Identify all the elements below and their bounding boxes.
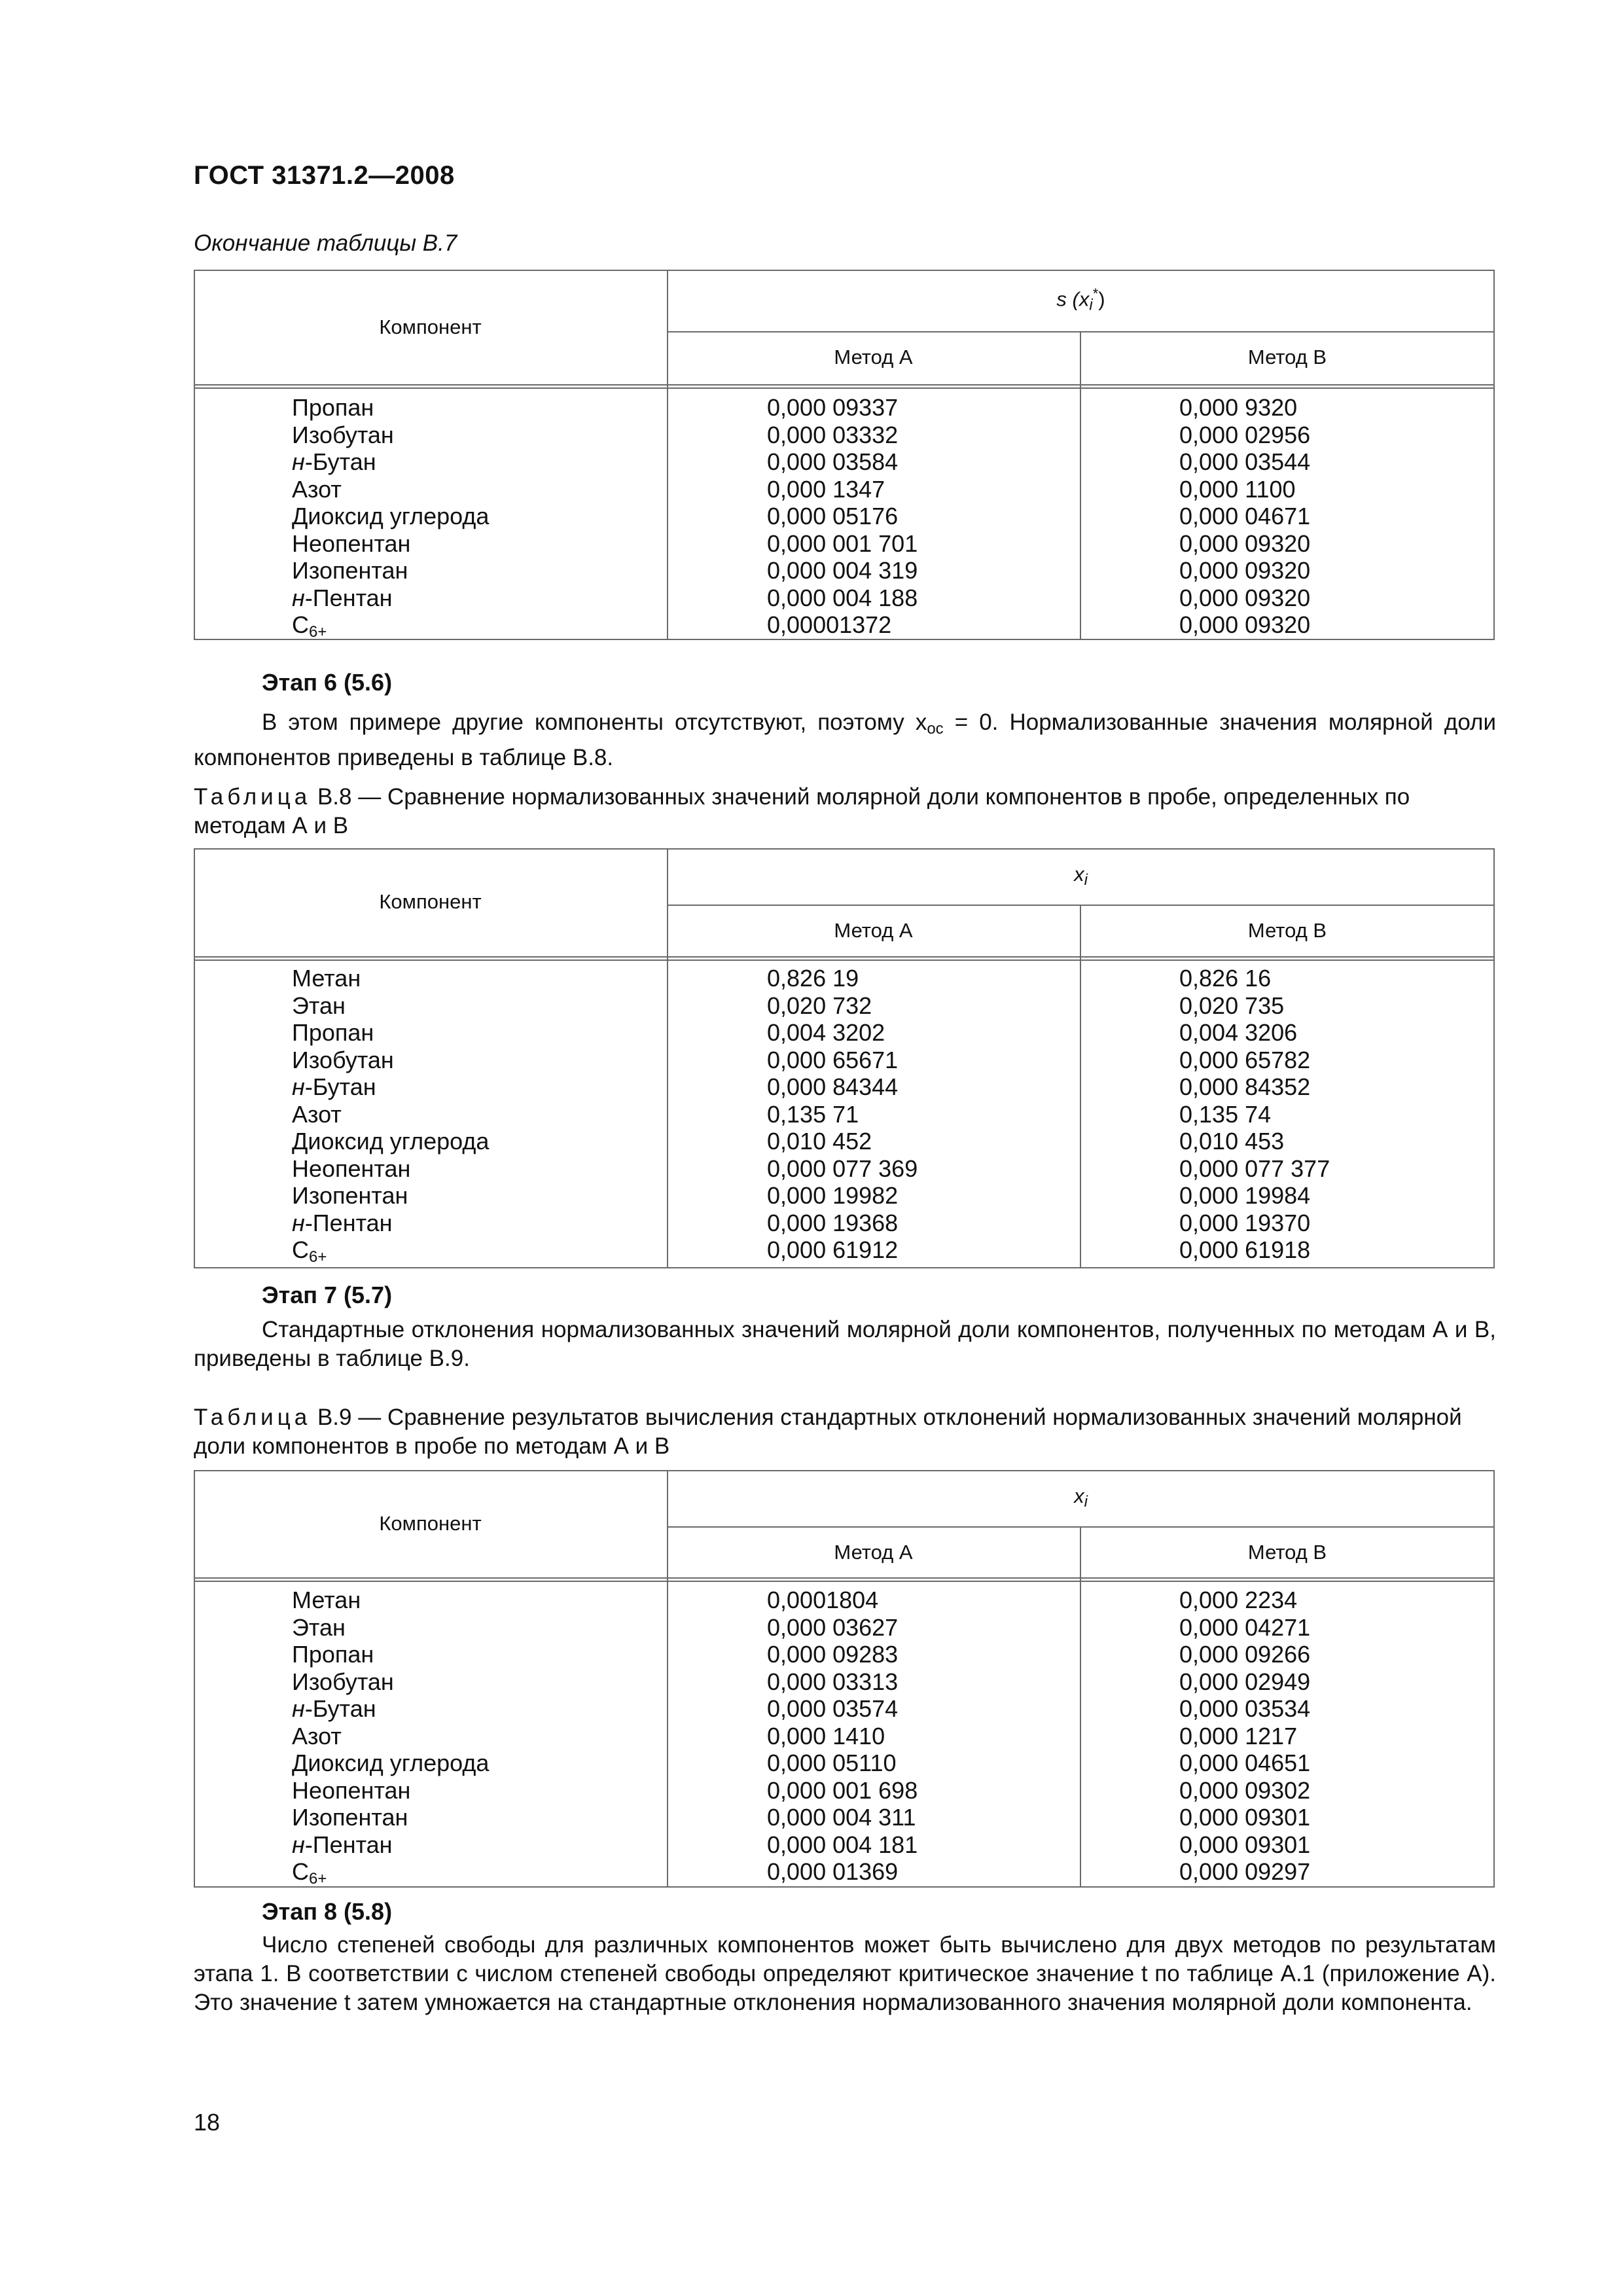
step6-paragraph: В этом примере другие компоненты отсутствуют, поэтому $x_{ос} = 0$. Нормализованные значения молярной доли компонентов приведены в таблице В.8. — [194, 709, 1496, 770]
table-row: н-Пентан 0,000 004 188 0,000 09320 — [292, 584, 1311, 611]
table-row: Диоксид углерода 0,010 452 0,010 453 — [292, 1128, 1285, 1155]
table-row: Этан 0,020 732 0,020 735 — [292, 992, 1285, 1019]
table-row: Изобутан 0,000 03332 0,000 02956 — [292, 421, 1311, 448]
table-row: н-Бутан 0,000 03574 0,000 03534 — [292, 1695, 1311, 1722]
header-method-b: Метод В — [1247, 919, 1327, 942]
table-b8-caption: Таблица В.8 — Сравнение нормализованных значений молярной доли компонентов в пробе, определенных по методам А и В — [194, 784, 1410, 838]
step8-heading: Этап 8 (5.8) — [262, 1898, 393, 1925]
step8-paragraph: Число степеней свободы для различных компонентов может быть вычислено для двух методов по результатам этапа 1. В соответствии с числом степеней свободы определяют критическое значение t по таблице А.1 (приложение А). Это значение t затем умножается на стандартные отклонения нормализованного значения молярной доли компонента. — [194, 1932, 1496, 2015]
header-group: s $(x_i^*)$ — [1056, 285, 1105, 314]
step7-paragraph: Стандартные отклонения нормализованных значений молярной доли компонентов, полученных по методам А и В, приведены в таблице В.9. — [194, 1317, 1496, 1371]
step6-heading: Этап 6 (5.6) — [262, 669, 393, 696]
header-group: $x_i$ — [1074, 1484, 1088, 1511]
table-row: Неопентан 0,000 001 701 0,000 09320 — [292, 529, 1311, 557]
table-b9-body — [194, 1587, 1495, 1886]
header-method-a: Метод А — [834, 346, 913, 368]
standard-id: ГОСТ 31371.2—2008 — [194, 161, 455, 190]
step7-heading: Этап 7 (5.7) — [262, 1282, 393, 1308]
table-b8-body — [194, 965, 1495, 1264]
table-row: Неопентан 0,000 001 698 0,000 09302 — [292, 1776, 1311, 1804]
table-row: Пропан 0,004 3202 0,004 3206 — [292, 1019, 1298, 1046]
table-row: Пропан 0,000 09337 0,000 9320 — [292, 394, 1298, 421]
table-row: $C_{6+}$ 0,00001372 0,000 09320 — [292, 611, 1311, 641]
table-continuation-caption: Окончание таблицы В.7 — [194, 230, 457, 256]
header-method-a: Метод А — [834, 919, 913, 942]
table-row: н-Бутан 0,000 84344 0,000 84352 — [292, 1073, 1311, 1100]
table-row: Изопентан 0,000 004 319 0,000 09320 — [292, 557, 1311, 584]
table-row: Метан 0,0001804 0,000 2234 — [292, 1587, 1298, 1613]
table-row: н-Бутан 0,000 03584 0,000 03544 — [292, 448, 1311, 475]
table-row: Диоксид углерода 0,000 05110 0,000 04651 — [292, 1749, 1311, 1776]
header-method-b: Метод В — [1247, 346, 1327, 368]
table-b8 — [194, 848, 1495, 1268]
table-b7 — [194, 270, 1495, 640]
table-row: Азот 0,000 1410 0,000 1217 — [292, 1722, 1298, 1749]
table-row: Изопентан 0,000 19982 0,000 19984 — [292, 1182, 1311, 1209]
header-method-b: Метод В — [1247, 1541, 1327, 1564]
table-row: н-Пентан 0,000 004 181 0,000 09301 — [292, 1831, 1311, 1858]
table-b7-body — [194, 394, 1495, 639]
table-row: Неопентан 0,000 077 369 0,000 077 377 — [292, 1155, 1330, 1182]
table-row: Изобутан 0,000 03313 0,000 02949 — [292, 1668, 1311, 1695]
table-row: Диоксид углерода 0,000 05176 0,000 04671 — [292, 503, 1311, 529]
table-row: Этан 0,000 03627 0,000 04271 — [292, 1613, 1311, 1641]
table-row: Азот 0,135 71 0,135 74 — [292, 1100, 1272, 1128]
header-method-a: Метод А — [834, 1541, 913, 1564]
table-row: Пропан 0,000 09283 0,000 09266 — [292, 1641, 1311, 1668]
table-row: $C_{6+}$ 0,000 01369 0,000 09297 — [292, 1858, 1311, 1888]
table-row: $C_{6+}$ 0,000 61912 0,000 61918 — [292, 1236, 1311, 1266]
header-group: $x_i$ — [1074, 863, 1088, 889]
table-row: н-Пентан 0,000 19368 0,000 19370 — [292, 1209, 1311, 1236]
table-b9 — [194, 1470, 1495, 1888]
page-number: 18 — [194, 2109, 221, 2136]
table-row: Метан 0,826 19 0,826 16 — [292, 965, 1272, 992]
header-component: Компонент — [379, 890, 482, 913]
table-row: Азот 0,000 1347 0,000 1100 — [292, 475, 1296, 503]
table-row: Изобутан 0,000 65671 0,000 65782 — [292, 1046, 1311, 1073]
header-component: Компонент — [379, 315, 482, 338]
table-row: Изопентан 0,000 004 311 0,000 09301 — [292, 1804, 1311, 1831]
table-b9-caption: Таблица В.9 — Сравнение результатов вычисления стандартных отклонений нормализованных значений молярной доли компонентов в пробе по методам А и В — [194, 1405, 1462, 1459]
header-component: Компонент — [379, 1512, 482, 1535]
